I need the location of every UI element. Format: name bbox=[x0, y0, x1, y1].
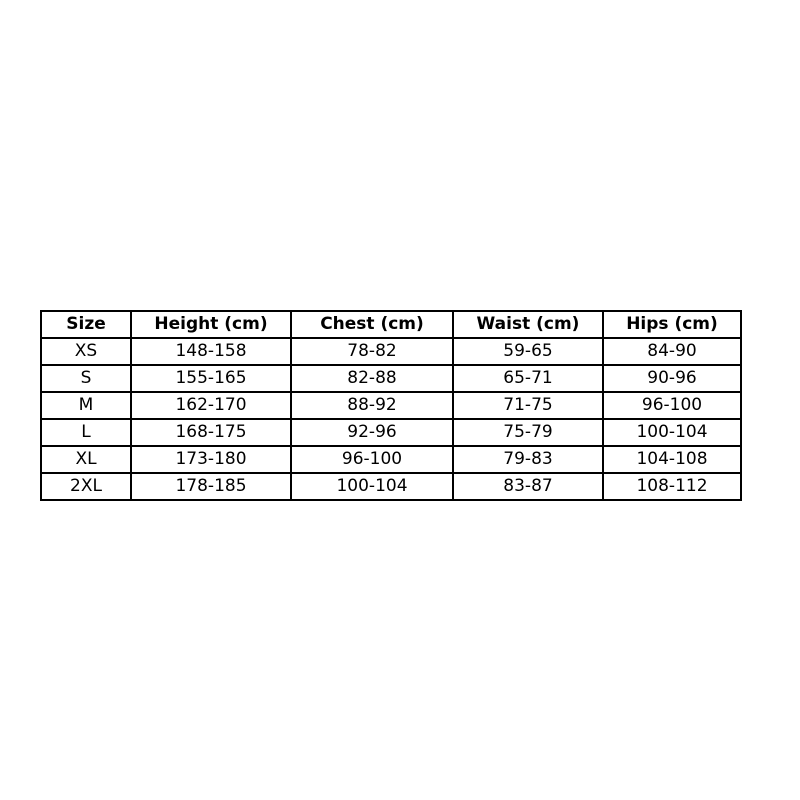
cell-height: 173-180 bbox=[131, 446, 291, 473]
cell-hips: 90-96 bbox=[603, 365, 741, 392]
cell-chest: 88-92 bbox=[291, 392, 453, 419]
cell-chest: 78-82 bbox=[291, 338, 453, 365]
cell-waist: 75-79 bbox=[453, 419, 603, 446]
cell-waist: 59-65 bbox=[453, 338, 603, 365]
cell-size: XS bbox=[41, 338, 131, 365]
table-row bbox=[41, 365, 741, 392]
size-chart-table bbox=[40, 310, 742, 501]
cell-height: 155-165 bbox=[131, 365, 291, 392]
column-header-waist: Waist (cm) bbox=[453, 311, 603, 338]
cell-size: XL bbox=[41, 446, 131, 473]
cell-chest: 96-100 bbox=[291, 446, 453, 473]
cell-size: S bbox=[41, 365, 131, 392]
cell-chest: 100-104 bbox=[291, 473, 453, 500]
cell-waist: 71-75 bbox=[453, 392, 603, 419]
cell-size: 2XL bbox=[41, 473, 131, 500]
cell-waist: 65-71 bbox=[453, 365, 603, 392]
column-header-size: Size bbox=[41, 311, 131, 338]
column-header-hips: Hips (cm) bbox=[603, 311, 741, 338]
cell-chest: 92-96 bbox=[291, 419, 453, 446]
cell-chest: 82-88 bbox=[291, 365, 453, 392]
column-header-chest: Chest (cm) bbox=[291, 311, 453, 338]
cell-hips: 100-104 bbox=[603, 419, 741, 446]
cell-height: 178-185 bbox=[131, 473, 291, 500]
table-row bbox=[41, 446, 741, 473]
cell-size: M bbox=[41, 392, 131, 419]
cell-hips: 108-112 bbox=[603, 473, 741, 500]
cell-height: 168-175 bbox=[131, 419, 291, 446]
table-row bbox=[41, 473, 741, 500]
cell-waist: 79-83 bbox=[453, 446, 603, 473]
size-chart-container bbox=[40, 310, 760, 501]
cell-waist: 83-87 bbox=[453, 473, 603, 500]
table-row bbox=[41, 338, 741, 365]
column-header-height: Height (cm) bbox=[131, 311, 291, 338]
table-row bbox=[41, 392, 741, 419]
cell-height: 148-158 bbox=[131, 338, 291, 365]
table-row bbox=[41, 419, 741, 446]
cell-hips: 96-100 bbox=[603, 392, 741, 419]
table-header-row bbox=[41, 311, 741, 338]
cell-size: L bbox=[41, 419, 131, 446]
cell-hips: 84-90 bbox=[603, 338, 741, 365]
cell-height: 162-170 bbox=[131, 392, 291, 419]
cell-hips: 104-108 bbox=[603, 446, 741, 473]
